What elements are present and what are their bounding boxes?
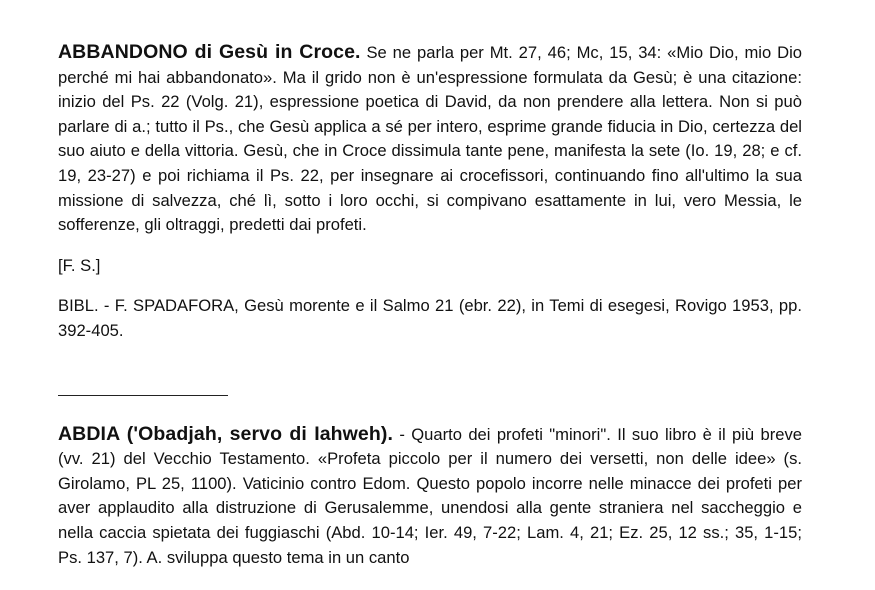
- section-divider: [58, 395, 228, 396]
- document-page: [58, 40, 802, 570]
- entry-text: - Quarto dei profeti "minori". Il suo libro è il più breve (vv. 21) del Vecchio Testamento. «Profeta piccolo per il numero dei versetti, non delle idee» (s. Girolamo, PL 25, 1100). Vaticinio contro Edom. Questo popolo incorre nelle minacce dei profeti per aver applaudito alla distruzione di Gerusalemme, unendosi alla gente straniera nel saccheggio e nella caccia spietata dei fuggiaschi (Abd. 10-14; Ier. 49, 7-22; Lam. 4, 21; Ez. 25, 12 ss.; 35, 1-15; Ps. 137, 7). A. sviluppa questo tema in un canto: [58, 424, 802, 567]
- entry-headword: ABDIA ('Obadjah, servo di Iahweh).: [58, 422, 393, 445]
- entry-bibliography: BIBL. - F. SPADAFORA, Gesù morente e il Salmo 21 (ebr. 22), in Temi di esegesi, Rovigo 1953, pp. 392-405.: [58, 296, 802, 340]
- entry-text: Se ne parla per Mt. 27, 46; Mc, 15, 34: «Mio Dio, mio Dio perché mi hai abbandonato». Ma il grido non è un'espressione formulata da Gesù; è una citazione: inizio del Ps. 22 (Volg. 21), espressione poetica di David, da non prendere alla lettera. Non si può parlare di a.; tutto il Ps., che Gesù applica a sé per intero, esprime grande fiducia in Dio, certezza del suo aiuto e della vittoria. Gesù, che in Croce dissimula tante pene, manifesta la sete (Io. 19, 28; e cf. 19, 23-27) e poi richiama il Ps. 22, per insegnare ai crocefissori, continuando fino all'ultimo la sua missione di salvezza, ché lì, sotto i loro occhi, si compivano esattamente in lui, vero Messia, le sofferenze, gli oltraggi, predetti dai profeti.: [58, 43, 802, 235]
- entry-abbandono: [58, 40, 802, 238]
- entry-abdia: [58, 422, 802, 571]
- entry-author: [F. S.]: [58, 255, 101, 275]
- entry-headword: ABBANDONO di Gesù in Croce.: [58, 41, 361, 63]
